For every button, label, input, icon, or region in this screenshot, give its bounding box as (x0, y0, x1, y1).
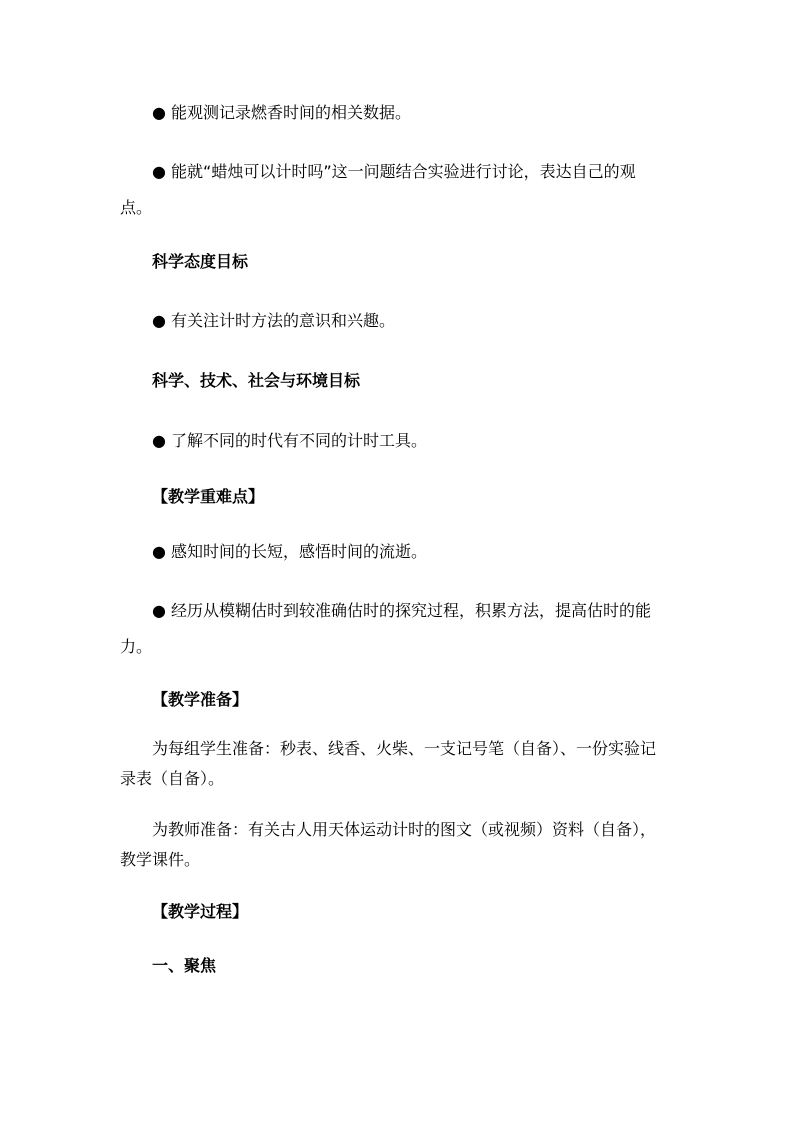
preparation-students-paragraph-cont: 录表（自备）。 (120, 769, 225, 788)
objective-bullet-candle-discussion-cont: 点。 (120, 198, 153, 217)
objective-bullet-record-incense-time: ● 能观测记录燃香时间的相关数据。 (152, 103, 412, 122)
key-point-bullet-estimate-process: ● 经历从模糊估时到较准确估时的探究过程，积累方法，提高估时的能 (152, 601, 652, 620)
objective-bullet-candle-discussion: ● 能就“蜡烛可以计时吗”这一问题结合实验进行讨论，表达自己的观 (152, 162, 636, 181)
section-heading-process: 【教学过程】 (152, 902, 249, 921)
key-point-bullet-estimate-process-cont: 力。 (120, 637, 153, 656)
objective-bullet-interest: ● 有关注计时方法的意识和兴趣。 (152, 311, 396, 330)
preparation-teacher-paragraph-cont: 教学课件。 (120, 850, 201, 869)
key-point-bullet-perceive-time: ● 感知时间的长短，感悟时间的流逝。 (152, 542, 428, 561)
section-heading-stse: 科学、技术、社会与环境目标 (152, 371, 361, 390)
objective-bullet-timing-tools: ● 了解不同的时代有不同的计时工具。 (152, 431, 428, 450)
section-heading-preparation: 【教学准备】 (152, 690, 249, 709)
section-heading-attitude: 科学态度目标 (152, 252, 249, 271)
section-heading-focus: 一、聚焦 (152, 956, 217, 975)
preparation-teacher-paragraph: 为教师准备：有关古人用天体运动计时的图文（或视频）资料（自备）， (152, 820, 657, 839)
section-heading-key-points: 【教学重难点】 (152, 487, 265, 506)
preparation-students-paragraph: 为每组学生准备：秒表、线香、火柴、一支记号笔（自备）、一份实验记 (152, 739, 657, 758)
